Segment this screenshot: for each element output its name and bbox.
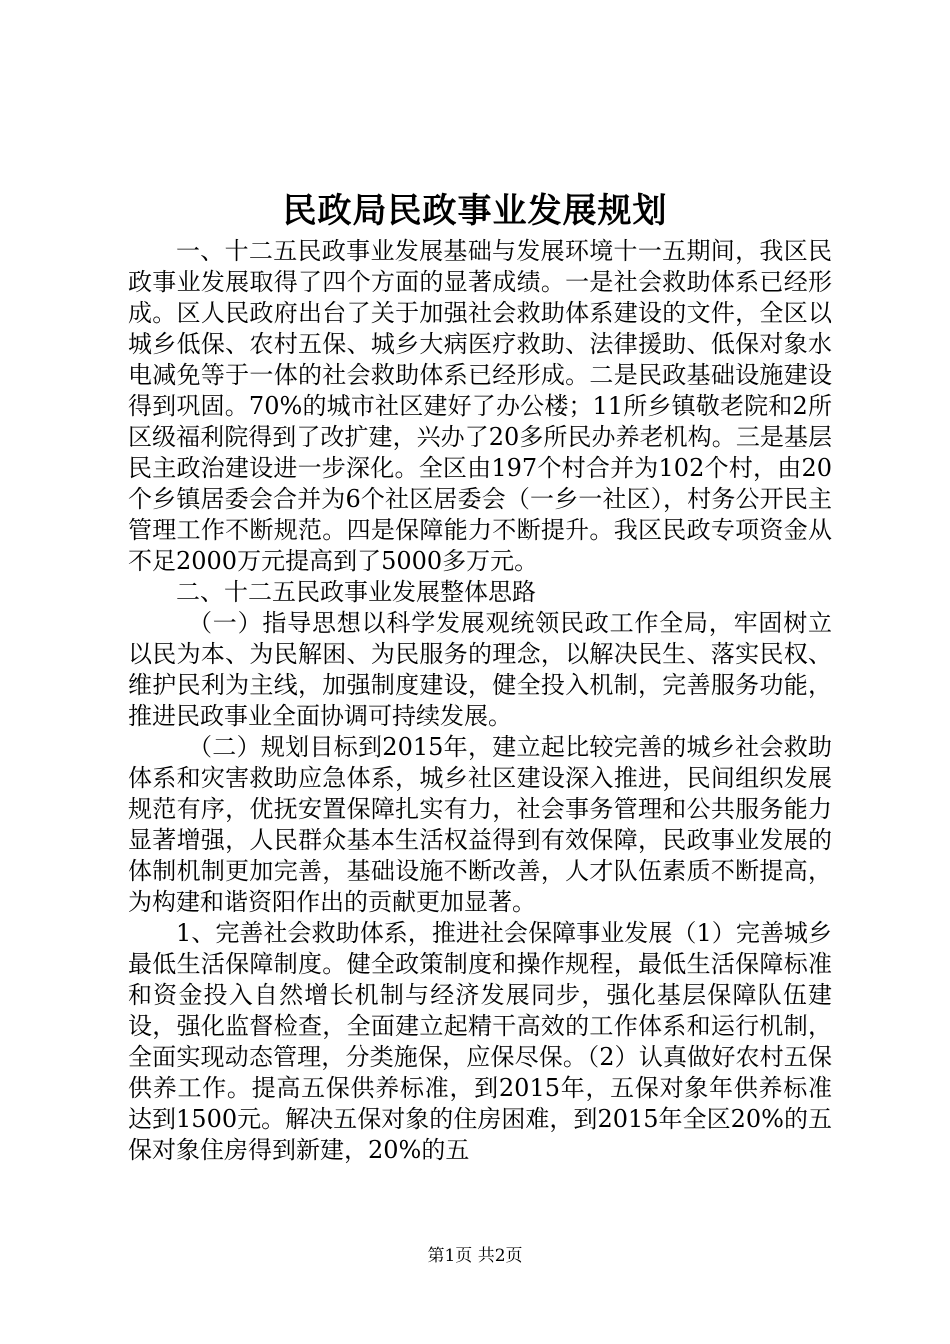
paragraph-guiding-ideology: （一）指导思想以科学发展观统领民政工作全局，牢固树立以民为本、为民解困、为民服务的理念，以解决民生、落实民权、维护民利为主线，加强制度建设，健全投入机制，完善服务功能，推进民政事业全面协调可持续发展。 bbox=[128, 609, 832, 730]
paragraph-social-assistance: 1、完善社会救助体系，推进社会保障事业发展（1）完善城乡最低生活保障制度。健全政策制度和操作规程，最低生活保障标准和资金投入自然增长机制与经济发展同步，强化基层保障队伍建设，强化监督检查，全面建立起精干高效的工作体系和运行机制，全面实现动态管理，分类施保，应保尽保。（2）认真做好农村五保供养工作。提高五保供养标准，到2015年，五保对象年供养标准达到1500元。解决五保对象的住房困难，到2015年全区20%的五保对象住房得到新建，20%的五 bbox=[128, 919, 832, 1164]
document-body bbox=[128, 236, 832, 1166]
paragraph-overall-approach-heading: 二、十二五民政事业发展整体思路 bbox=[176, 578, 536, 606]
page-footer: 第1页 共2页 bbox=[427, 1246, 523, 1266]
paragraph-planning-goals: （二）规划目标到2015年，建立起比较完善的城乡社会救助体系和灾害救助应急体系，城乡社区建设深入推进，民间组织发展规范有序，优抚安置保障扎实有力，社会事务管理和公共服务能力显著增强，人民群众基本生活权益得到有效保障，民政事业发展的体制机制更加完善，基础设施不断改善，人才队伍素质不断提高，为构建和谐资阳作出的贡献更加显著。 bbox=[128, 733, 832, 916]
page-title: 民政局民政事业发展规划 bbox=[282, 191, 668, 231]
paragraph-development-basis: 一、十二五民政事业发展基础与发展环境十一五期间，我区民政事业发展取得了四个方面的显著成绩。一是社会救助体系已经形成。区人民政府出台了关于加强社会救助体系建设的文件，全区以城乡低保、农村五保、城乡大病医疗救助、法律援助、低保对象水电减免等于一体的社会救助体系已经形成。二是民政基础设施建设得到巩固。70%的城市社区建好了办公楼；11所乡镇敬老院和2所区级福利院得到了改扩建，兴办了20多所民办养老机构。三是基层民主政治建设进一步深化。全区由197个村合并为102个村，由20个乡镇居委会合并为6个社区居委会（一乡一社区），村务公开民主管理工作不断规范。四是保障能力不断提升。我区民政专项资金从不足2000万元提高到了5000多万元。 bbox=[128, 237, 832, 575]
